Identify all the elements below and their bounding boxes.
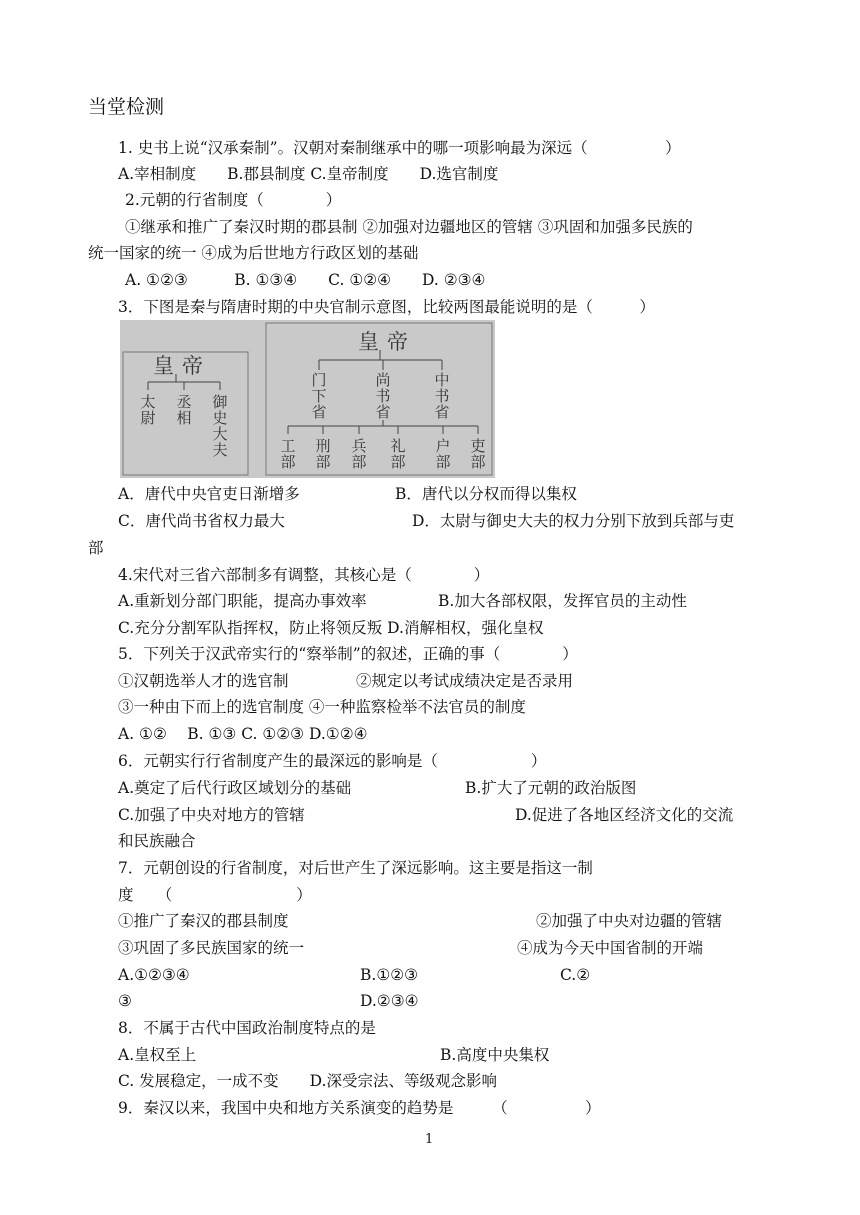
question-1-stem: 1. 史书上说“汉承秦制”。汉朝对秦制继承中的哪一项影响最为深远（ ） <box>118 139 681 157</box>
page-title: 当堂检测 <box>88 96 165 118</box>
question-5-options: A. ①② B. ①③ C. ①②③ D.①②④ <box>118 725 368 743</box>
question-7-stem: 7．元朝创设的行省制度，对后世产生了深远影响。这主要是指这一制 <box>118 859 593 877</box>
question-2-line2: 统一国家的统一 ④成为后世地方行政区划的基础 <box>88 244 419 262</box>
question-7-statement-2: ②加强了中央对边疆的管辖 <box>536 912 723 930</box>
question-7-option-d: D.②③④ <box>360 992 419 1010</box>
question-4-option-a: A.重新划分部门职能，提高办事效率 <box>118 592 367 610</box>
tang-bu-xing: 刑部 <box>315 437 331 471</box>
question-6-stem: 6．元朝实行行省制度产生的最深远的影响是（ ） <box>118 752 547 770</box>
question-3-option-a: A．唐代中央官吏日渐增多 <box>118 485 300 503</box>
tang-bu-hu: 户部 <box>435 437 451 471</box>
question-7-stem-cont: 度 （ ） <box>118 886 312 904</box>
question-3-option-d: D．太尉与御史大夫的权力分别下放到兵部与吏 <box>412 512 735 530</box>
tang-sheng-zhongshu: 中书省 <box>434 371 450 421</box>
question-8-stem: 8．不属于古代中国政治制度特点的是 <box>118 1019 376 1037</box>
question-4-options-cd: C.充分分割军队指挥权，防止将领反叛 D.消解相权，强化皇权 <box>118 619 544 637</box>
question-7-option-c: C.② <box>560 966 591 984</box>
question-2-line1: ①继承和推广了秦汉时期的郡县制 ②加强对边疆地区的管辖 ③巩固和加强多民族的 <box>125 218 693 236</box>
question-7-option-c-cont: ③ <box>118 992 132 1010</box>
qin-emperor-label: 皇帝 <box>153 354 211 378</box>
question-3-stem: 3．下图是秦与隋唐时期的中央官制示意图，比较两图最能说明的是（ ） <box>118 298 655 316</box>
qin-official-yushidafu: 御史大夫 <box>212 393 228 459</box>
tang-bu-li-personnel: 吏部 <box>470 437 486 471</box>
question-7-statement-1: ①推广了秦汉的郡县制度 <box>118 912 289 930</box>
question-8-option-b: B.高度中央集权 <box>440 1046 550 1064</box>
question-7-option-b: B.①②③ <box>360 966 419 984</box>
question-4-stem: 4.宋代对三省六部制多有调整，其核心是（ ） <box>118 566 490 584</box>
question-7-statement-3: ③巩固了多民族国家的统一 <box>118 939 305 957</box>
official-system-figure <box>120 320 495 478</box>
tang-bu-li-rites: 礼部 <box>390 437 406 471</box>
question-3-option-b: B．唐代以分权而得以集权 <box>395 485 577 503</box>
question-2-stem: 2.元朝的行省制度（ ） <box>125 191 342 209</box>
page-number: 1 <box>425 1132 434 1147</box>
tang-emperor-label: 皇帝 <box>358 330 416 354</box>
question-4-option-b: B.加大各部权限，发挥官员的主动性 <box>438 592 687 610</box>
question-6-option-d: D.促进了各地区经济文化的交流 <box>515 806 734 824</box>
question-3-option-c: C．唐代尚书省权力最大 <box>118 512 285 530</box>
question-8-options-cd: C. 发展稳定，一成不变 D.深受宗法、等级观念影响 <box>118 1072 497 1090</box>
question-7-statement-4: ④成为今天中国省制的开端 <box>517 939 704 957</box>
tang-bu-bing: 兵部 <box>351 437 367 471</box>
tang-bu-gong: 工部 <box>280 437 296 471</box>
question-6-option-b: B.扩大了元朝的政治版图 <box>465 779 637 797</box>
question-5-statement-2: ②规定以考试成绩决定是否录用 <box>356 672 574 690</box>
question-5-statements-3-4: ③一种由下而上的选官制度 ④一种监察检举不法官员的制度 <box>118 698 526 716</box>
question-8-option-a: A.皇权至上 <box>118 1046 197 1064</box>
question-7-option-a: A.①②③④ <box>118 966 190 984</box>
qin-official-chengxiang: 丞相 <box>176 393 192 427</box>
question-6-option-d-cont: 和民族融合 <box>118 832 196 850</box>
tang-sheng-menxia: 门下省 <box>311 371 327 421</box>
question-6-option-c: C.加强了中央对地方的管辖 <box>118 806 305 824</box>
question-5-statement-1: ①汉朝选举人才的选官制 <box>118 672 289 690</box>
question-1-options: A.宰相制度 B.郡县制度 C.皇帝制度 D.选官制度 <box>118 165 499 183</box>
qin-official-taiwei: 太尉 <box>140 393 156 427</box>
question-2-options: A. ①②③ B. ①③④ C. ①②④ D. ②③④ <box>125 271 486 289</box>
question-5-stem: 5．下列关于汉武帝实行的“察举制”的叙述，正确的事（ ） <box>118 645 578 663</box>
question-9-stem: 9．秦汉以来，我国中央和地方关系演变的趋势是 （ ） <box>118 1099 601 1117</box>
question-6-option-a: A.奠定了后代行政区域划分的基础 <box>118 779 352 797</box>
question-3-option-d-cont: 部 <box>88 539 104 557</box>
tang-sheng-shangshu: 尚书省 <box>375 371 391 421</box>
